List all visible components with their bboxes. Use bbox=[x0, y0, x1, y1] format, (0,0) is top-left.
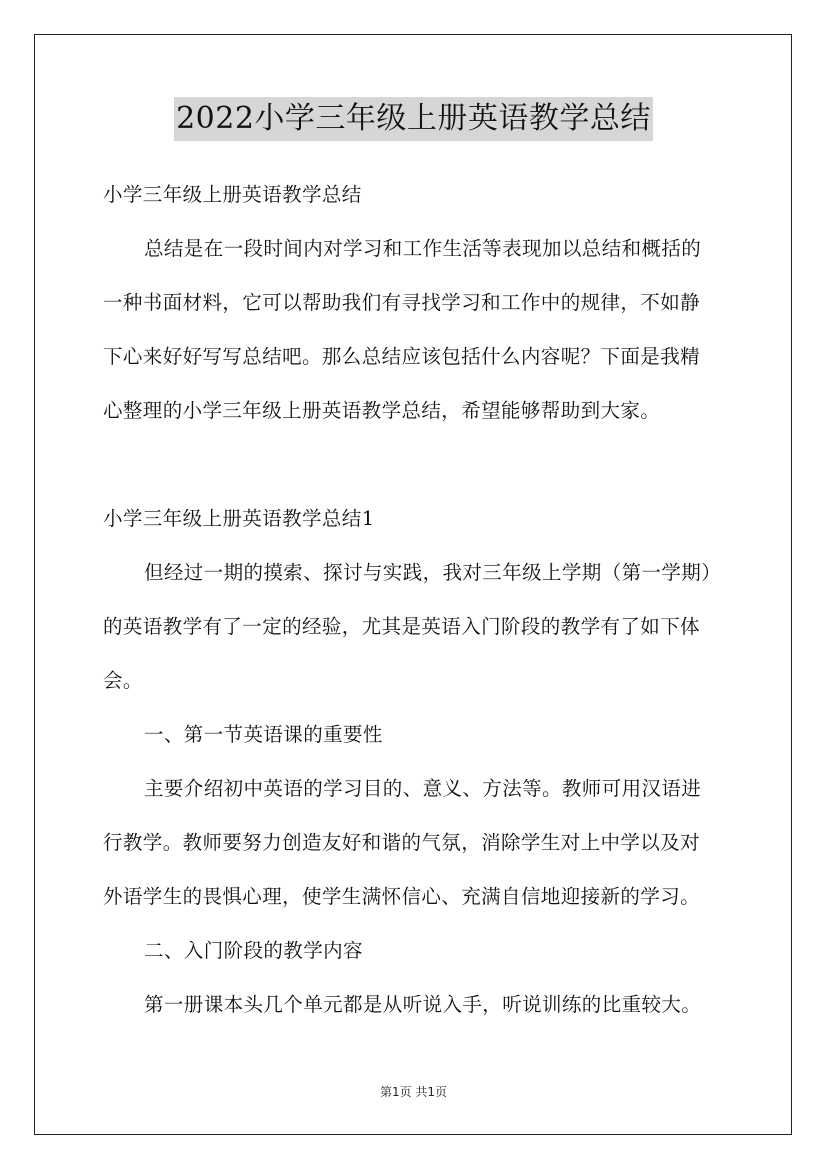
document-title: 2022小学三年级上册英语教学总结 bbox=[174, 97, 653, 141]
point2-heading: 二、入门阶段的教学内容 bbox=[144, 939, 363, 962]
intro-line-1: 总结是在一段时间内对学习和工作生活等表现加以总结和概括的 bbox=[144, 237, 702, 260]
intro-line-2: 一种书面材料，它可以帮助我们有寻找学习和工作中的规律，不如静 bbox=[103, 291, 701, 314]
point1-line-2: 行教学。教师要努力创造友好和谐的气氛，消除学生对上中学以及对 bbox=[103, 831, 701, 854]
section1-line-3: 会。 bbox=[103, 669, 143, 692]
document-subtitle: 小学三年级上册英语教学总结 bbox=[103, 183, 362, 206]
section1-line-1: 但经过一期的摸索、探讨与实践，我对三年级上学期（第一学期） bbox=[144, 561, 722, 584]
section1-line-2: 的英语教学有了一定的经验，尤其是英语入门阶段的教学有了如下体 bbox=[103, 615, 701, 638]
intro-line-3: 下心来好好写写总结吧。那么总结应该包括什么内容呢？下面是我精 bbox=[103, 345, 701, 368]
point1-line-3: 外语学生的畏惧心理，使学生满怀信心、充满自信地迎接新的学习。 bbox=[103, 885, 701, 908]
section-heading: 小学三年级上册英语教学总结1 bbox=[103, 507, 375, 530]
title-container bbox=[0, 97, 827, 141]
intro-line-4: 心整理的小学三年级上册英语教学总结，希望能够帮助到大家。 bbox=[103, 399, 661, 422]
page-number-footer: 第1页 共1页 bbox=[379, 1085, 448, 1099]
point1-line-1: 主要介绍初中英语的学习目的、意义、方法等。教师可用汉语进 bbox=[144, 777, 702, 800]
point1-heading: 一、第一节英语课的重要性 bbox=[144, 723, 383, 746]
point2-line-1: 第一册课本头几个单元都是从听说入手，听说训练的比重较大。 bbox=[144, 993, 702, 1016]
